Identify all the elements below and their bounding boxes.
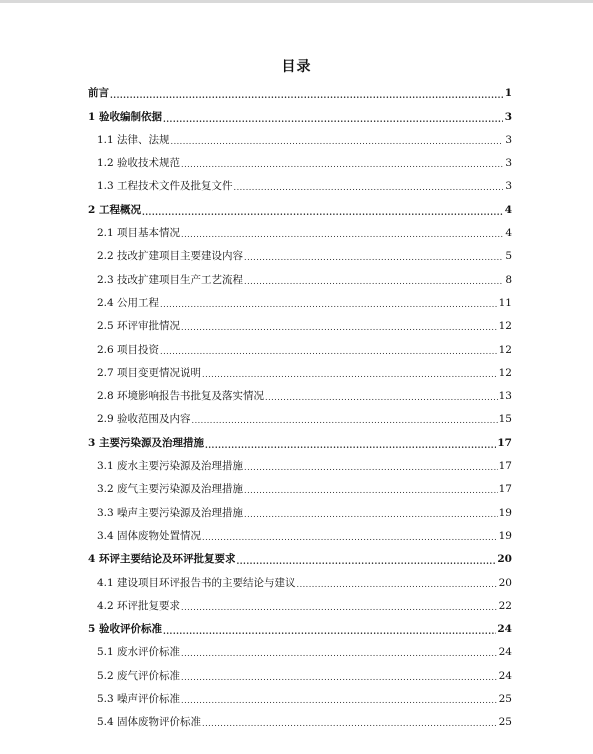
toc-dot-leader: [181, 696, 498, 706]
toc-entry[interactable]: [88, 429, 512, 452]
toc-dot-leader: [181, 673, 498, 683]
toc-dot-leader: [244, 463, 498, 473]
toc-dot-leader: [181, 649, 498, 659]
toc-entry-page-number: 20: [498, 576, 512, 589]
toc-entry-page-number: 22: [498, 599, 512, 612]
toc-dot-leader: [110, 90, 503, 100]
toc-entry[interactable]: [88, 593, 512, 616]
toc-entry-page-number: 1: [504, 87, 512, 100]
toc-entry[interactable]: [88, 243, 512, 266]
toc-entry[interactable]: [88, 453, 512, 476]
toc-entry[interactable]: [88, 336, 512, 359]
toc-title: 目录: [281, 59, 312, 75]
toc-entry-page-number: 15: [498, 413, 512, 426]
toc-entry[interactable]: [88, 709, 512, 732]
toc-dot-leader: [205, 440, 496, 450]
toc-entry-page-number: 3: [505, 157, 512, 170]
toc-entry[interactable]: [88, 686, 512, 709]
toc-dot-leader: [244, 486, 498, 496]
toc-entry-label: 3.4 固体废物处置情况: [97, 529, 202, 542]
toc-entry-label: 5.3 噪声评价标准: [97, 693, 181, 706]
toc-entry-label: 2.4 公用工程: [97, 296, 160, 309]
toc-dot-leader: [181, 603, 498, 613]
toc-entry-page-number: 24: [498, 646, 512, 659]
toc-entry-label: 前言: [88, 87, 109, 100]
toc-entry-label: 1.3 工程技术文件及批复文件: [97, 180, 233, 193]
toc-entry-label: 3 主要污染源及治理措施: [88, 436, 204, 449]
toc-dot-leader: [297, 580, 498, 590]
toc-entry-page-number: 12: [498, 366, 512, 379]
toc-entry-label: 2.3 技改扩建项目生产工艺流程: [97, 273, 244, 286]
toc-dot-leader: [265, 393, 498, 403]
toc-entry-page-number: 12: [498, 343, 512, 356]
toc-entry-page-number: 13: [498, 390, 512, 403]
toc-entry[interactable]: [88, 616, 512, 639]
toc-dot-leader: [163, 626, 496, 636]
toc-dot-leader: [142, 207, 503, 217]
toc-entry-page-number: 12: [498, 320, 512, 333]
toc-entry-label: 2.8 环境影响报告书批复及落实情况: [97, 390, 265, 403]
toc-entry-page-number: 3: [505, 133, 512, 146]
toc-entry-page-number: 25: [498, 693, 512, 706]
toc-entry-label: 2.6 项目投资: [97, 343, 160, 356]
toc-entry[interactable]: [88, 406, 512, 429]
toc-dot-leader: [160, 347, 498, 357]
toc-dot-leader: [160, 300, 498, 310]
toc-entry-label: 4 环评主要结论及环评批复要求: [88, 553, 236, 566]
toc-dot-leader: [244, 277, 503, 287]
toc-dot-leader: [202, 719, 498, 729]
toc-entry-label: 5.4 固体废物评价标准: [97, 716, 202, 729]
toc-entry-label: 2 工程概况: [88, 203, 141, 216]
toc-entry[interactable]: [88, 127, 512, 150]
toc-dot-leader: [244, 253, 503, 263]
toc-dot-leader: [202, 370, 498, 380]
toc-entry-page-number: 17: [497, 436, 512, 449]
toc-dot-leader: [236, 556, 496, 566]
toc-entry[interactable]: [88, 360, 512, 383]
toc-entry-page-number: 25: [498, 716, 512, 729]
toc-entry[interactable]: [88, 523, 512, 546]
toc-entry-page-number: 3: [505, 180, 512, 193]
toc-entry-label: 5.2 废气评价标准: [97, 669, 181, 682]
toc-entry-page-number: 19: [498, 529, 512, 542]
toc-entry-page-number: 17: [498, 460, 512, 473]
toc-entry-label: 4.1 建设项目环评报告书的主要结论与建议: [97, 576, 296, 589]
toc-entry-label: 2.9 验收范围及内容: [97, 413, 191, 426]
toc-dot-leader: [202, 533, 498, 543]
toc-entry[interactable]: [88, 383, 512, 406]
toc-entry[interactable]: [88, 569, 512, 592]
toc-entry-label: 2.1 项目基本情况: [97, 227, 181, 240]
toc-entry-label: 2.5 环评审批情况: [97, 320, 181, 333]
toc-entry-page-number: 20: [497, 553, 512, 566]
toc-dot-leader: [192, 416, 498, 426]
toc-entry-label: 3.2 废气主要污染源及治理措施: [97, 483, 244, 496]
toc-entry-label: 5 验收评价标准: [88, 623, 162, 636]
toc-list: [88, 80, 512, 732]
toc-dot-leader: [163, 114, 503, 124]
toc-entry-label: 2.2 技改扩建项目主要建设内容: [97, 250, 244, 263]
toc-dot-leader: [181, 323, 498, 333]
page-top-edge: [0, 0, 593, 3]
toc-entry-page-number: 4: [504, 203, 512, 216]
toc-entry-page-number: 17: [498, 483, 512, 496]
toc-entry-page-number: 3: [504, 110, 512, 123]
toc-entry-label: 4.2 环评批复要求: [97, 599, 181, 612]
toc-entry[interactable]: [88, 103, 512, 126]
toc-entry-label: 1.2 验收技术规范: [97, 157, 181, 170]
toc-entry[interactable]: [88, 290, 512, 313]
toc-dot-leader: [244, 510, 498, 520]
toc-entry-page-number: 19: [498, 506, 512, 519]
toc-dot-leader: [181, 160, 503, 170]
toc-entry[interactable]: [88, 80, 512, 103]
toc-entry-label: 3.1 废水主要污染源及治理措施: [97, 460, 244, 473]
toc-entry-page-number: 5: [505, 250, 512, 263]
toc-entry-page-number: 24: [497, 623, 512, 636]
toc-entry[interactable]: [88, 313, 512, 336]
toc-dot-leader: [234, 183, 503, 193]
toc-entry-page-number: 4: [505, 227, 512, 240]
toc-entry-label: 2.7 项目变更情况说明: [97, 366, 202, 379]
toc-entry-label: 3.3 噪声主要污染源及治理措施: [97, 506, 244, 519]
toc-entry-label: 5.1 废水评价标准: [97, 646, 181, 659]
toc-entry-label: 1 验收编制依据: [88, 110, 162, 123]
toc-entry[interactable]: [88, 546, 512, 569]
toc-entry[interactable]: [88, 196, 512, 219]
toc-entry[interactable]: [88, 662, 512, 685]
toc-entry[interactable]: [88, 150, 512, 173]
toc-entry-page-number: 8: [505, 273, 512, 286]
toc-entry[interactable]: [88, 499, 512, 522]
toc-entry[interactable]: [88, 639, 512, 662]
toc-entry[interactable]: [88, 220, 512, 243]
toc-entry[interactable]: [88, 266, 512, 289]
toc-entry-page-number: 24: [498, 669, 512, 682]
toc-entry-page-number: 11: [498, 296, 512, 309]
toc-dot-leader: [171, 137, 503, 147]
toc-entry-label: 1.1 法律、法规: [97, 133, 170, 146]
toc-dot-leader: [181, 230, 503, 240]
toc-entry[interactable]: [88, 173, 512, 196]
toc-entry[interactable]: [88, 476, 512, 499]
